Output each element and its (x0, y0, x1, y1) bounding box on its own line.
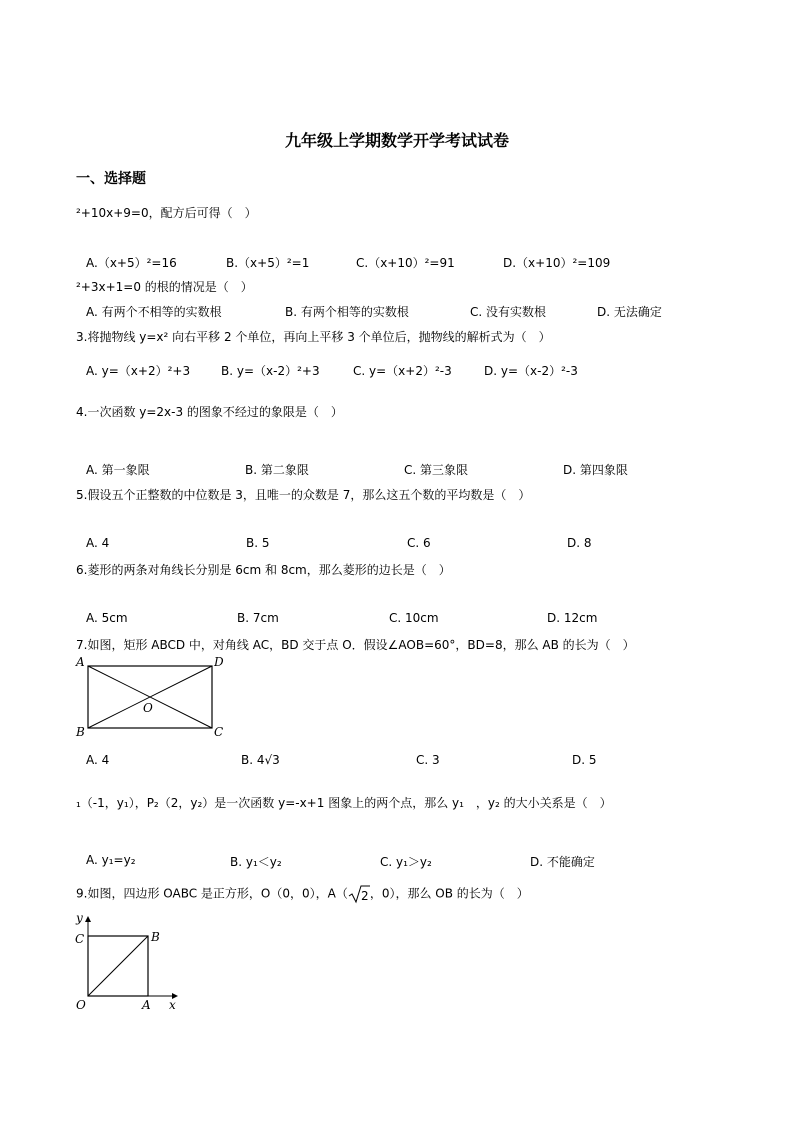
q1-option-b: B.（x+5）²=1 (226, 256, 310, 270)
diagonal-ob (88, 936, 148, 996)
q8-option-a: A. y₁=y₂ (86, 853, 136, 867)
question-5-stem: 5.假设五个正整数的中位数是 3，且唯一的众数是 7，那么这五个数的平均数是（ ） (76, 488, 531, 502)
label-a: A (142, 998, 151, 1012)
rectangle-abcd-figure (72, 652, 232, 742)
q6-option-d: D. 12cm (547, 611, 598, 625)
label-d: D (214, 655, 224, 669)
label-b: B (151, 930, 160, 944)
label-c: C (214, 725, 224, 739)
q4-option-a: A. 第一象限 (86, 463, 150, 477)
q8-option-c: C. y₁＞y₂ (380, 855, 432, 869)
question-8-stem: ₁（-1，y₁），P₂（2，y₂）是一次函数 y=-x+1 图象上的两个点，那么 y₁ ，y₂ 的大小关系是（ ） (76, 796, 612, 810)
question-2-stem: ²+3x+1=0 的根的情况是（ ） (76, 280, 253, 294)
q1-option-d: D.（x+10）²=109 (503, 256, 611, 270)
q2-option-a: A. 有两个不相等的实数根 (86, 305, 222, 319)
radicand: 2 (360, 889, 369, 903)
q9-stem-before: 9.如图，四边形 OABC 是正方形，O（0，0），A（ (76, 886, 348, 901)
label-o: O (76, 998, 86, 1012)
label-y-axis: y (76, 911, 83, 925)
radical-sign-icon (348, 884, 370, 904)
q6-option-b: B. 7cm (237, 611, 279, 625)
q3-option-d: D. y=（x-2）²-3 (484, 364, 578, 378)
q9-stem-after: ，0），那么 OB 的长为（ ） (369, 886, 529, 901)
q4-option-c: C. 第三象限 (404, 463, 469, 477)
label-x-axis: x (169, 998, 176, 1012)
q3-option-b: B. y=（x-2）²+3 (221, 364, 320, 378)
q5-option-d: D. 8 (567, 536, 592, 550)
q2-option-b: B. 有两个相等的实数根 (285, 305, 409, 319)
q7-option-c: C. 3 (416, 753, 440, 767)
q3-option-c: C. y=（x+2）²-3 (353, 364, 452, 378)
q3-option-a: A. y=（x+2）²+3 (86, 364, 191, 378)
q5-option-b: B. 5 (246, 536, 270, 550)
q7-option-d: D. 5 (572, 753, 597, 767)
sqrt-expression (348, 884, 370, 904)
question-6-stem: 6.菱形的两条对角线长分别是 6cm 和 8cm，那么菱形的边长是（ ） (76, 563, 451, 577)
q5-option-a: A. 4 (86, 536, 110, 550)
question-1-stem: ²+10x+9=0，配方后可得（ ） (76, 206, 257, 220)
q4-option-d: D. 第四象限 (563, 463, 628, 477)
label-b: B (76, 725, 85, 739)
label-o: O (143, 701, 153, 715)
q1-option-a: A.（x+5）²=16 (86, 256, 177, 270)
q1-option-c: C.（x+10）²=91 (356, 256, 455, 270)
q6-option-a: A. 5cm (86, 611, 128, 625)
label-c: C (75, 932, 85, 946)
question-4-stem: 4.一次函数 y=2x-3 的图象不经过的象限是（ ） (76, 405, 343, 419)
q7-option-b: B. 4√3 (241, 753, 280, 767)
page-title: 九年级上学期数学开学考试试卷 (284, 131, 509, 150)
q8-option-d: D. 不能确定 (530, 855, 595, 869)
q7-option-a: A. 4 (86, 753, 110, 767)
label-a: A (76, 655, 85, 669)
q4-option-b: B. 第二象限 (245, 463, 309, 477)
question-7-stem: 7.如图，矩形 ABCD 中，对角线 AC，BD 交于点 O．假设∠AOB=60°，BD=8，那么 AB 的长为（ ） (76, 638, 635, 652)
square-oabc-figure (72, 910, 184, 1014)
question-9-stem (76, 884, 529, 904)
q6-option-c: C. 10cm (389, 611, 439, 625)
y-axis-arrow-icon (85, 916, 91, 922)
q8-option-b: B. y₁＜y₂ (230, 855, 282, 869)
q2-option-d: D. 无法确定 (597, 305, 662, 319)
q2-option-c: C. 没有实数根 (470, 305, 547, 319)
section-heading: 一、选择题 (76, 171, 146, 187)
question-3-stem: 3.将抛物线 y=x² 向右平移 2 个单位，再向上平移 3 个单位后，抛物线的解析式为（ ） (76, 330, 551, 344)
q5-option-c: C. 6 (407, 536, 431, 550)
